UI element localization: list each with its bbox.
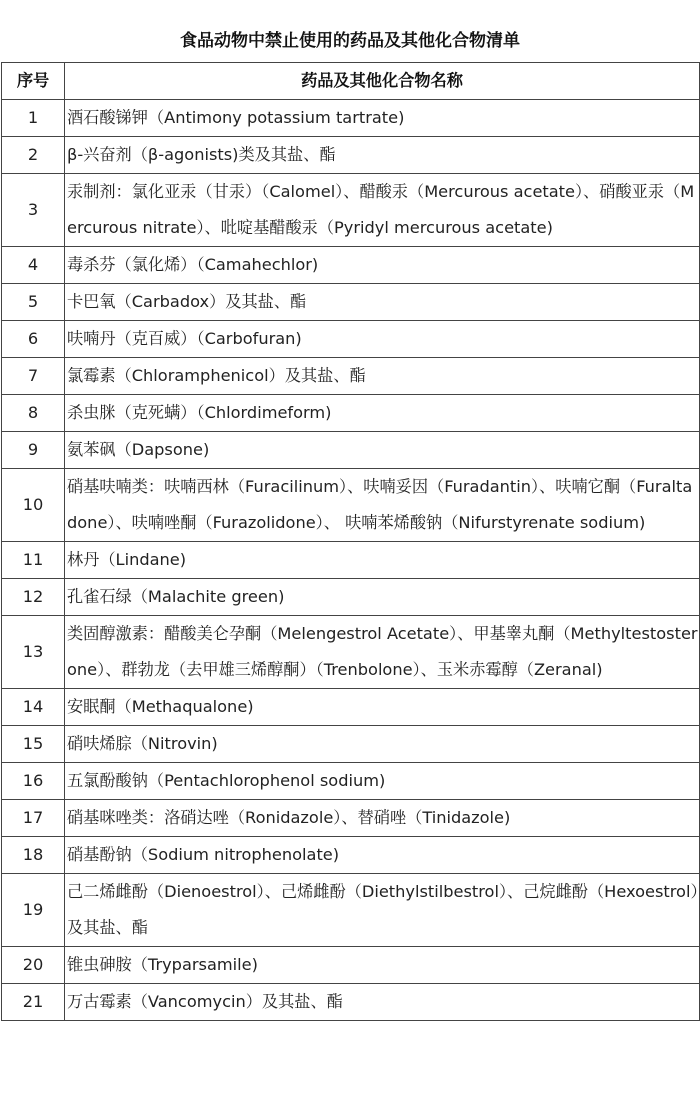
table-row bbox=[2, 542, 700, 579]
compound-table bbox=[1, 62, 700, 1021]
table-row bbox=[2, 874, 700, 947]
row-number: 20 bbox=[2, 947, 65, 984]
table-row bbox=[2, 579, 700, 616]
table-row bbox=[2, 469, 700, 542]
page-title: 食品动物中禁止使用的药品及其他化合物清单 bbox=[180, 31, 520, 51]
row-number: 5 bbox=[2, 284, 65, 321]
table-row bbox=[2, 763, 700, 800]
row-number: 11 bbox=[2, 542, 65, 579]
compound-name: 硝基酚钠（Sodium nitrophenolate) bbox=[65, 837, 700, 874]
table-row bbox=[2, 321, 700, 358]
compound-name: 汞制剂：氯化亚汞（甘汞）（Calomel）、醋酸汞（Mercurous acetate）、硝酸亚汞（Mercurous nitrate）、吡啶基醋酸汞（Pyridyl mercurous acetate) bbox=[65, 174, 700, 247]
compound-name: 己二烯雌酚（Dienoestrol）、己烯雌酚（Diethylstilbestrol）、己烷雌酚（Hexoestrol）及其盐、酯 bbox=[65, 874, 700, 947]
compound-name: 类固醇激素：醋酸美仑孕酮（Melengestrol Acetate）、甲基睾丸酮（Methyltestosterone）、群勃龙（去甲雄三烯醇酮）（Trenbolone）、玉米赤霉醇（Zeranal) bbox=[65, 616, 700, 689]
row-number: 15 bbox=[2, 726, 65, 763]
table-header-row bbox=[2, 63, 700, 100]
compound-name: 酒石酸锑钾（Antimony potassium tartrate) bbox=[65, 100, 700, 137]
compound-name: 呋喃丹（克百威）（Carbofuran) bbox=[65, 321, 700, 358]
table-row bbox=[2, 284, 700, 321]
table-row bbox=[2, 837, 700, 874]
row-number: 3 bbox=[2, 174, 65, 247]
row-number: 12 bbox=[2, 579, 65, 616]
compound-name: 氯霉素（Chloramphenicol）及其盐、酯 bbox=[65, 358, 700, 395]
row-number: 9 bbox=[2, 432, 65, 469]
table-row bbox=[2, 247, 700, 284]
header-num: 序号 bbox=[2, 63, 65, 100]
table-row bbox=[2, 726, 700, 763]
table-row bbox=[2, 100, 700, 137]
row-number: 21 bbox=[2, 984, 65, 1021]
row-number: 10 bbox=[2, 469, 65, 542]
table-row bbox=[2, 689, 700, 726]
compound-name: 硝呋烯腙（Nitrovin) bbox=[65, 726, 700, 763]
row-number: 2 bbox=[2, 137, 65, 174]
header-name: 药品及其他化合物名称 bbox=[65, 63, 700, 100]
compound-name: 锥虫砷胺（Tryparsamile) bbox=[65, 947, 700, 984]
compound-name: 万古霉素（Vancomycin）及其盐、酯 bbox=[65, 984, 700, 1021]
table-row bbox=[2, 174, 700, 247]
row-number: 17 bbox=[2, 800, 65, 837]
row-number: 19 bbox=[2, 874, 65, 947]
table-row bbox=[2, 432, 700, 469]
compound-name: 林丹（Lindane) bbox=[65, 542, 700, 579]
compound-name: 安眠酮（Methaqualone) bbox=[65, 689, 700, 726]
compound-name: 氨苯砜（Dapsone) bbox=[65, 432, 700, 469]
row-number: 16 bbox=[2, 763, 65, 800]
table-body bbox=[2, 100, 700, 1021]
table-row bbox=[2, 947, 700, 984]
row-number: 6 bbox=[2, 321, 65, 358]
row-number: 13 bbox=[2, 616, 65, 689]
row-number: 1 bbox=[2, 100, 65, 137]
compound-name: 硝基呋喃类：呋喃西林（Furacilinum）、呋喃妥因（Furadantin）、呋喃它酮（Furaltadone）、呋喃唑酮（Furazolidone）、 呋喃苯烯酸钠（Nifurstyrenate sodium) bbox=[65, 469, 700, 542]
compound-name: 五氯酚酸钠（Pentachlorophenol sodium) bbox=[65, 763, 700, 800]
compound-name: 硝基咪唑类：洛硝达唑（Ronidazole）、替硝唑（Tinidazole) bbox=[65, 800, 700, 837]
compound-name: 毒杀芬（氯化烯）（Camahechlor) bbox=[65, 247, 700, 284]
compound-name: 卡巴氧（Carbadox）及其盐、酯 bbox=[65, 284, 700, 321]
row-number: 7 bbox=[2, 358, 65, 395]
compound-name: 孔雀石绿（Malachite green) bbox=[65, 579, 700, 616]
compound-name: 杀虫脒（克死螨）（Chlordimeform) bbox=[65, 395, 700, 432]
table-row bbox=[2, 137, 700, 174]
table-row bbox=[2, 358, 700, 395]
table-row bbox=[2, 984, 700, 1021]
row-number: 18 bbox=[2, 837, 65, 874]
table-row bbox=[2, 800, 700, 837]
table-row bbox=[2, 616, 700, 689]
compound-name: β-兴奋剂（β-agonists)类及其盐、酯 bbox=[65, 137, 700, 174]
table-row bbox=[2, 395, 700, 432]
row-number: 4 bbox=[2, 247, 65, 284]
row-number: 14 bbox=[2, 689, 65, 726]
row-number: 8 bbox=[2, 395, 65, 432]
